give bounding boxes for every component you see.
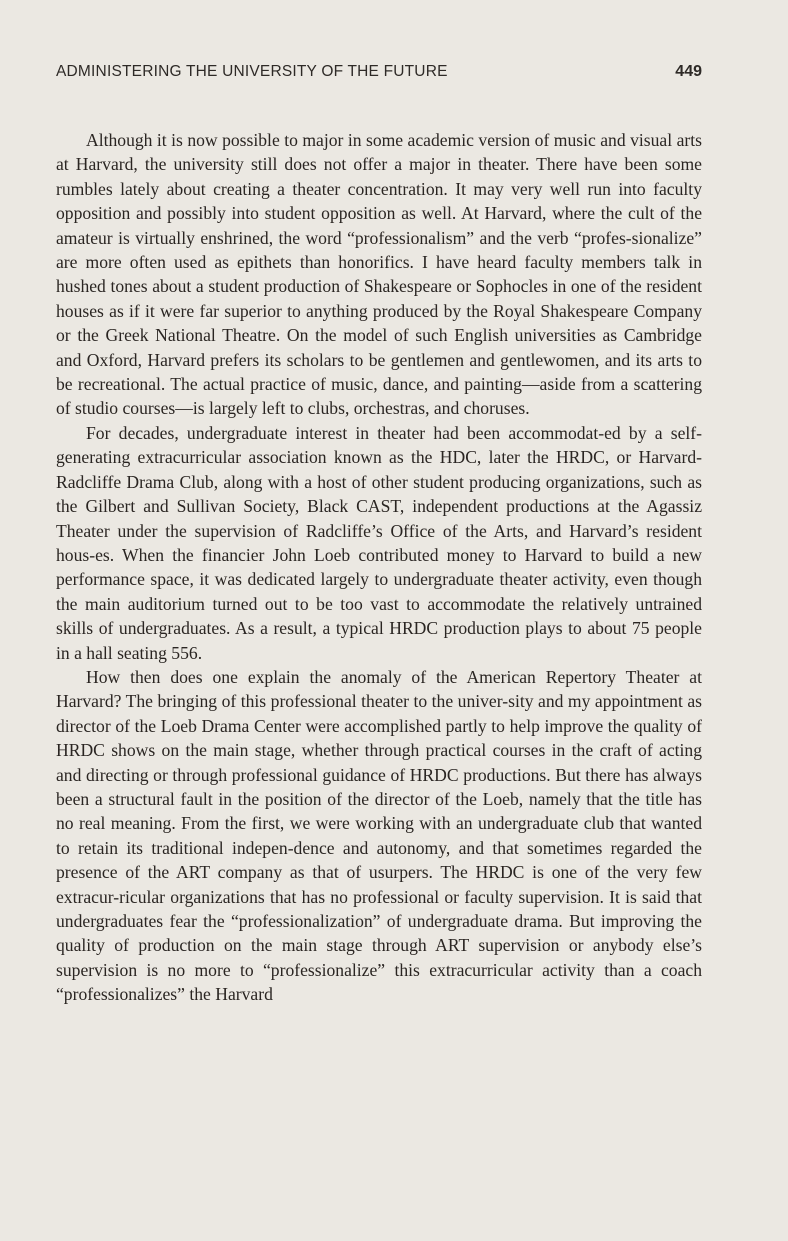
page-number: 449 <box>675 63 702 80</box>
paragraph: Although it is now possible to major in some academic version of music and visual arts at Harvard, the university still does not offer a major in theater. There have been some rumbles lately about creating a theater concentration. It may very well run into faculty opposition and possibly into student opposition as well. At Harvard, where the cult of the amateur is virtually enshrined, the word “professionalism” and the verb “profes-sionalize” are more often used as epithets than honorifics. I have heard faculty members talk in hushed tones about a student production of Shakespeare or Sophocles in one of the resident houses as if it were far superior to anything produced by the Royal Shakespeare Company or the Greek National Theatre. On the model of such English universities as Cambridge and Oxford, Harvard prefers its scholars to be gentlemen and gentlewomen, and its arts to be recreational. The actual practice of music, dance, and painting—aside from a scattering of studio courses—is largely left to clubs, orchestras, and choruses. <box>56 130 702 419</box>
body-text <box>56 128 702 1007</box>
paragraph: How then does one explain the anomaly of the American Repertory Theater at Harvard? The bringing of this professional theater to the univer-sity and my appointment as director of the Loeb Drama Center were accomplished partly to help improve the quality of HRDC shows on the main stage, whether through practical courses in the craft of acting and directing or through professional guidance of HRDC productions. But there has always been a structural fault in the position of the director of the Loeb, namely that the title has no real meaning. From the first, we were working with an undergraduate club that wanted to retain its traditional indepen-dence and autonomy, and that sometimes regarded the presence of the ART company as that of usurpers. The HRDC is one of the very few extracur-ricular organizations that has no professional or faculty supervision. It is said that undergraduates fear the “professionalization” of undergraduate drama. But improving the quality of production on the main stage through ART supervision or anybody else’s supervision is no more to “professionalize” this extracurricular activity than a coach “professionalizes” the Harvard <box>56 666 702 1005</box>
running-title: ADMINISTERING THE UNIVERSITY OF THE FUTURE <box>56 63 448 80</box>
running-head <box>56 63 702 87</box>
paragraph: For decades, undergraduate interest in theater had been accommodat-ed by a self-generating extracurricular association known as the HDC, later the HRDC, or Harvard-Radcliffe Drama Club, along with a host of other student producing organizations, such as the Gilbert and Sullivan Society, Black CAST, independent productions at the Agassiz Theater under the supervision of Radcliffe’s Office of the Arts, and Harvard’s resident hous-es. When the financier John Loeb contributed money to Harvard to build a new performance space, it was dedicated largely to undergraduate theater activity, even though the main auditorium turned out to be too vast to accommodate the relatively untrained skills of undergraduates. As a result, a typical HRDC production plays to about 75 people in a hall seating 556. <box>56 422 702 663</box>
